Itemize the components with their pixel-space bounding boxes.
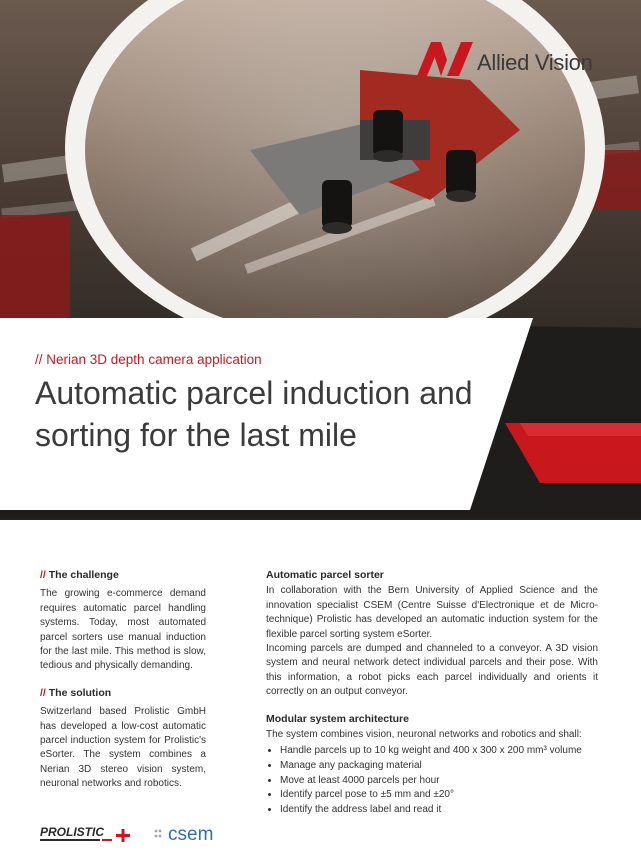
prolistic-logo-mark — [40, 823, 140, 847]
left-column — [40, 568, 206, 792]
allied-vision-mark-icon — [417, 40, 475, 80]
modular-heading: Modular system architecture — [266, 712, 409, 725]
solution-body: Switzerland based Prolistic GmbH has developed a low-cost automatic parcel induction system for Prolistic's eSorter. The system combines a Nerian 3D stereo vision system, neuronal networks and robotics. — [40, 706, 206, 790]
sorter-paragraph-1: In collaboration with the Bern University of Applied Science and the innovation specialist CSEM (Centre Suisse d'Electronique et de Micro-technique) Prolistic has developed an automatic induction system for the flexible parcel sorting system eSorter. — [266, 585, 598, 640]
list-item: • Manage any packaging material — [280, 759, 598, 774]
section-heading-text: The solution — [48, 686, 112, 699]
sorter-heading: Automatic parcel sorter — [266, 569, 384, 581]
list-item: • Move at least 4000 parcels per hour — [280, 774, 598, 789]
requirements-list — [266, 744, 598, 817]
csem-logo-mark — [152, 822, 232, 846]
document-kicker: // Nerian 3D depth camera application — [35, 352, 262, 367]
section-marker: // — [40, 686, 46, 699]
section-heading-text: The challenge — [48, 569, 119, 581]
section-marker: // — [40, 569, 46, 581]
right-column — [266, 568, 598, 817]
sorter-paragraph-2: Incoming parcels are dumped and channeled to a conveyor. A 3D vision system and neural network detect individual parcels and their pose. With this information, a robot picks each parcel individually and orients it correctly on an output conveyor. — [266, 643, 598, 698]
challenge-heading — [40, 568, 206, 582]
csem-logo — [152, 822, 232, 846]
prolistic-logo — [40, 823, 140, 847]
document-title — [35, 372, 505, 456]
list-item: • Identify the address label and read it — [280, 803, 598, 818]
modular-intro: The system combines vision, neuronal networks and robotics and shall: — [266, 729, 582, 741]
camera-lens-icon — [373, 110, 403, 162]
challenge-body: The growing e-commerce demand requires automatic parcel handling systems. Today, most automated parcel sorters use manual induction for the last mile. This method is slow, tedious and physically demanding. — [40, 588, 206, 672]
prolistic-wordmark: PROLISTIC — [40, 825, 105, 839]
list-item: • Handle parcels up to 10 kg weight and 400 x 300 x 200 mm³ volume — [280, 744, 598, 759]
title-line-2: sorting for the last mile — [35, 417, 357, 453]
allied-vision-logo — [417, 40, 617, 80]
solution-heading — [40, 686, 206, 700]
title-line-1: Automatic parcel induction and — [35, 375, 473, 411]
list-item: • Identify parcel pose to ±5 mm and ±20° — [280, 788, 598, 803]
brand-name: Allied Vision — [477, 50, 593, 75]
csem-wordmark: csem — [168, 824, 214, 845]
